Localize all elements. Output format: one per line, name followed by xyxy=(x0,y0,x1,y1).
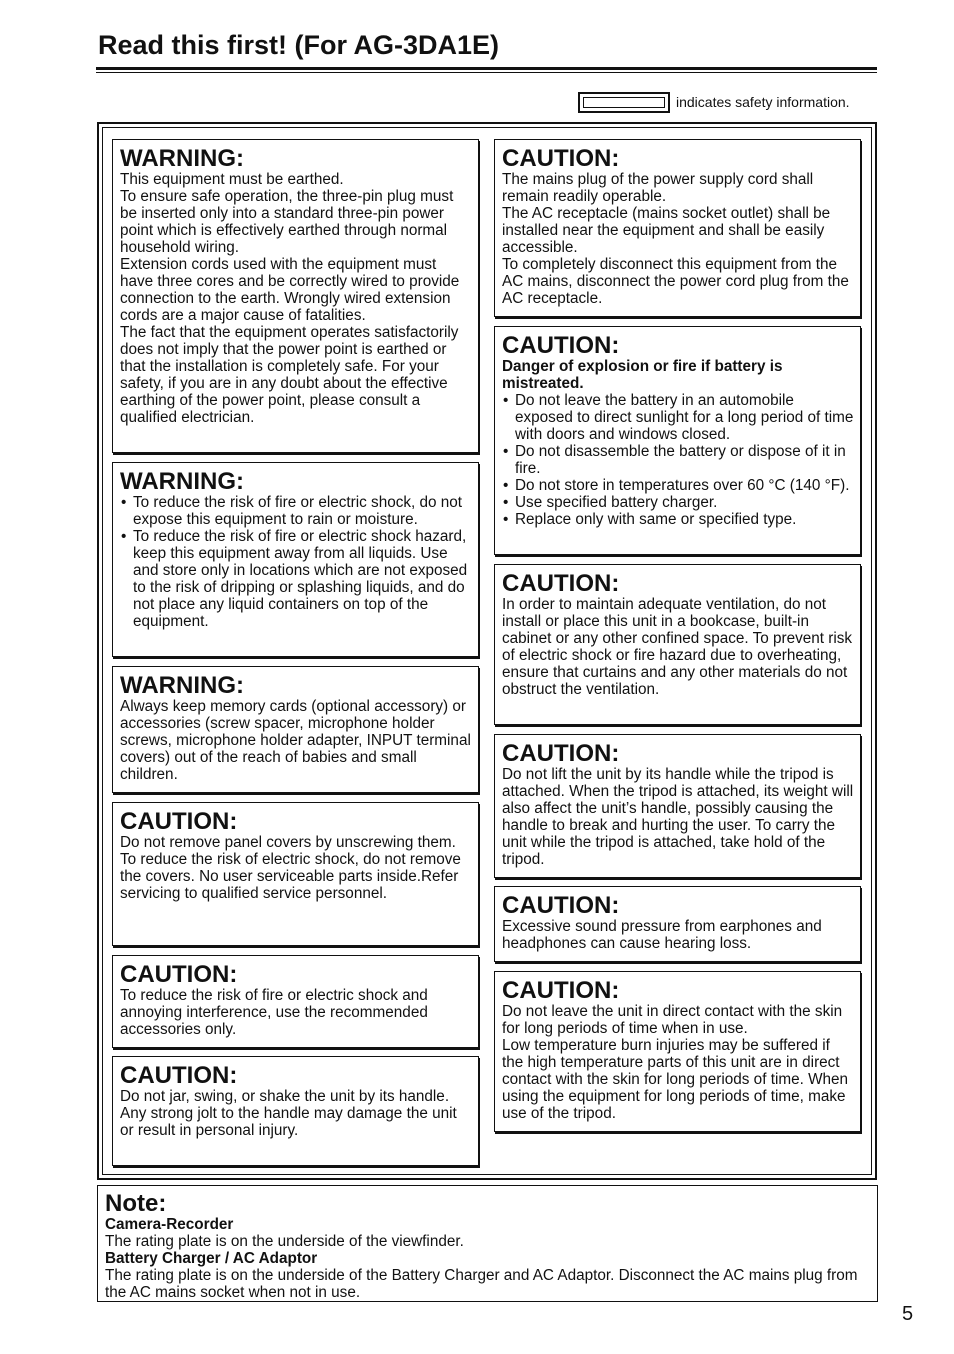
box-lead-text: Danger of explosion or fire if battery is mistreated. xyxy=(502,358,783,392)
note-camera-text: The rating plate is on the underside of the viewfinder. xyxy=(105,1233,464,1250)
box-text: The AC receptacle (mains socket outlet) shall be installed near the equipment and shall be easily accessible. xyxy=(502,205,831,256)
box-text: Do not leave the unit in direct contact with the skin for long periods of time when in use. xyxy=(502,1003,843,1037)
box-text: Do not remove panel covers by unscrewing them. xyxy=(120,834,456,851)
box-heading: CAUTION: xyxy=(502,570,620,597)
box-text: Any strong jolt to the handle may damage the unit or result in personal injury. xyxy=(120,1105,457,1139)
box-text: To reduce the risk of fire or electric shock and annoying interference, use the recommended accessories only. xyxy=(120,987,428,1038)
note-charger-label: Battery Charger / AC Adaptor xyxy=(105,1250,318,1267)
caution-mains-plug xyxy=(494,139,861,317)
safety-legend-text: indicates safety information. xyxy=(676,94,850,110)
list-item: • Do not store in temperatures over 60 °C (140 °F). xyxy=(502,477,854,494)
box-text: Do not jar, swing, or shake the unit by its handle. xyxy=(120,1088,450,1105)
box-text: To ensure safe operation, the three-pin plug must be inserted only into a standard three-pin power point which is effectively earthed through normal household wiring. xyxy=(120,188,454,256)
warning-earthing xyxy=(112,139,479,453)
box-text: Always keep memory cards (optional accessory) or accessories (screw spacer, microphone holder screws, microphone holder adapter, INPUT terminal covers) out of the reach of babies and small children. xyxy=(120,698,471,783)
list-item: • Do not disassemble the battery or dispose of it in fire. xyxy=(502,443,854,477)
box-heading: WARNING: xyxy=(120,468,244,495)
box-text: Extension cords used with the equipment must have three cores and be correctly wired to provide connection to the earth. Wrongly wired extension cords are a major cause of fatalities. xyxy=(120,256,460,324)
box-text: The fact that the equipment operates satisfactorily does not imply that the power point is earthed or that the installation is completely safe. For your safety, if you are in any doubt about the effective earthing of the power point, please consult a qualified electrician. xyxy=(120,324,459,426)
box-heading: CAUTION: xyxy=(502,740,620,767)
box-text: To reduce the risk of electric shock, do not remove the covers. No user serviceable parts inside.Refer servicing to qualified service personnel. xyxy=(120,851,461,902)
caution-panel-covers xyxy=(112,802,479,946)
caution-battery xyxy=(494,326,861,555)
caution-accessories xyxy=(112,955,479,1048)
box-text: Low temperature burn injuries may be suffered if the high temperature parts of this unit are in direct contact with the skin for long periods of time. When using the equipment for long periods of time, make use of the tripod. xyxy=(502,1037,849,1122)
caution-handle xyxy=(112,1056,479,1166)
page-number: 5 xyxy=(902,1303,914,1325)
note-charger-text: The rating plate is on the underside of the Battery Charger and AC Adaptor. Disconnect the AC mains plug from the AC mains socket when not in use. xyxy=(105,1267,858,1301)
box-text: Do not lift the unit by its handle while the tripod is attached. When the tripod is attached, its weight will also affect the unit’s handle, possibly causing the handle to break and hurting the user. To carry the unit while the tripod is attached, take hold of the tripod. xyxy=(502,766,854,868)
note-box xyxy=(97,1185,878,1302)
box-heading: WARNING: xyxy=(120,145,244,172)
box-heading: CAUTION: xyxy=(502,332,620,359)
box-text: This equipment must be earthed. xyxy=(120,171,344,188)
box-heading: CAUTION: xyxy=(120,961,238,988)
list-item: • Do not leave the battery in an automobile exposed to direct sunlight for a long period of time with doors and windows closed. xyxy=(502,392,854,443)
bullet-list xyxy=(502,392,854,528)
note-heading: Note: xyxy=(105,1190,167,1217)
page-title: Read this first! (For AG-3DA1E) xyxy=(98,30,500,60)
bullet-list xyxy=(120,494,472,630)
caution-ventilation xyxy=(494,564,861,725)
list-item: • Replace only with same or specified type. xyxy=(502,511,854,528)
box-text: To completely disconnect this equipment from the AC mains, disconnect the power cord plug from the AC receptacle. xyxy=(502,256,849,307)
box-text: The mains plug of the power supply cord shall remain readily operable. xyxy=(502,171,814,205)
box-text: In order to maintain adequate ventilation, do not install or place this unit in a bookcase, built-in cabinet or any other confined space. To prevent risk of electric shock or fire hazard due to overheating, ensure that curtains and any other materials do not obstruct the ventilation. xyxy=(502,596,853,698)
caution-hearing xyxy=(494,886,861,962)
warning-liquids xyxy=(112,462,479,657)
safety-frame-icon xyxy=(578,92,670,113)
list-item: • To reduce the risk of fire or electric shock, do not expose this equipment to rain or moisture. xyxy=(120,494,472,528)
box-heading: CAUTION: xyxy=(502,977,620,1004)
box-heading: WARNING: xyxy=(120,672,244,699)
warning-small-parts xyxy=(112,666,479,793)
list-item: • Use specified battery charger. xyxy=(502,494,854,511)
caution-tripod xyxy=(494,734,861,878)
box-heading: CAUTION: xyxy=(120,1062,238,1089)
box-heading: CAUTION: xyxy=(502,145,620,172)
box-text: Excessive sound pressure from earphones and headphones can cause hearing loss. xyxy=(502,918,822,952)
note-camera-label: Camera-Recorder xyxy=(105,1216,234,1233)
title-rule xyxy=(96,67,877,70)
list-item: • To reduce the risk of fire or electric shock hazard, keep this equipment away from all liquids. Use and store only in locations which are not exposed to the risk of dripping or splashing liquids, and do not place any liquid containers on top of the equipment. xyxy=(120,528,472,630)
box-heading: CAUTION: xyxy=(502,892,620,919)
safety-legend xyxy=(578,90,850,114)
box-heading: CAUTION: xyxy=(120,808,238,835)
caution-skin-contact xyxy=(494,971,861,1132)
title-rule-thin xyxy=(96,72,877,73)
